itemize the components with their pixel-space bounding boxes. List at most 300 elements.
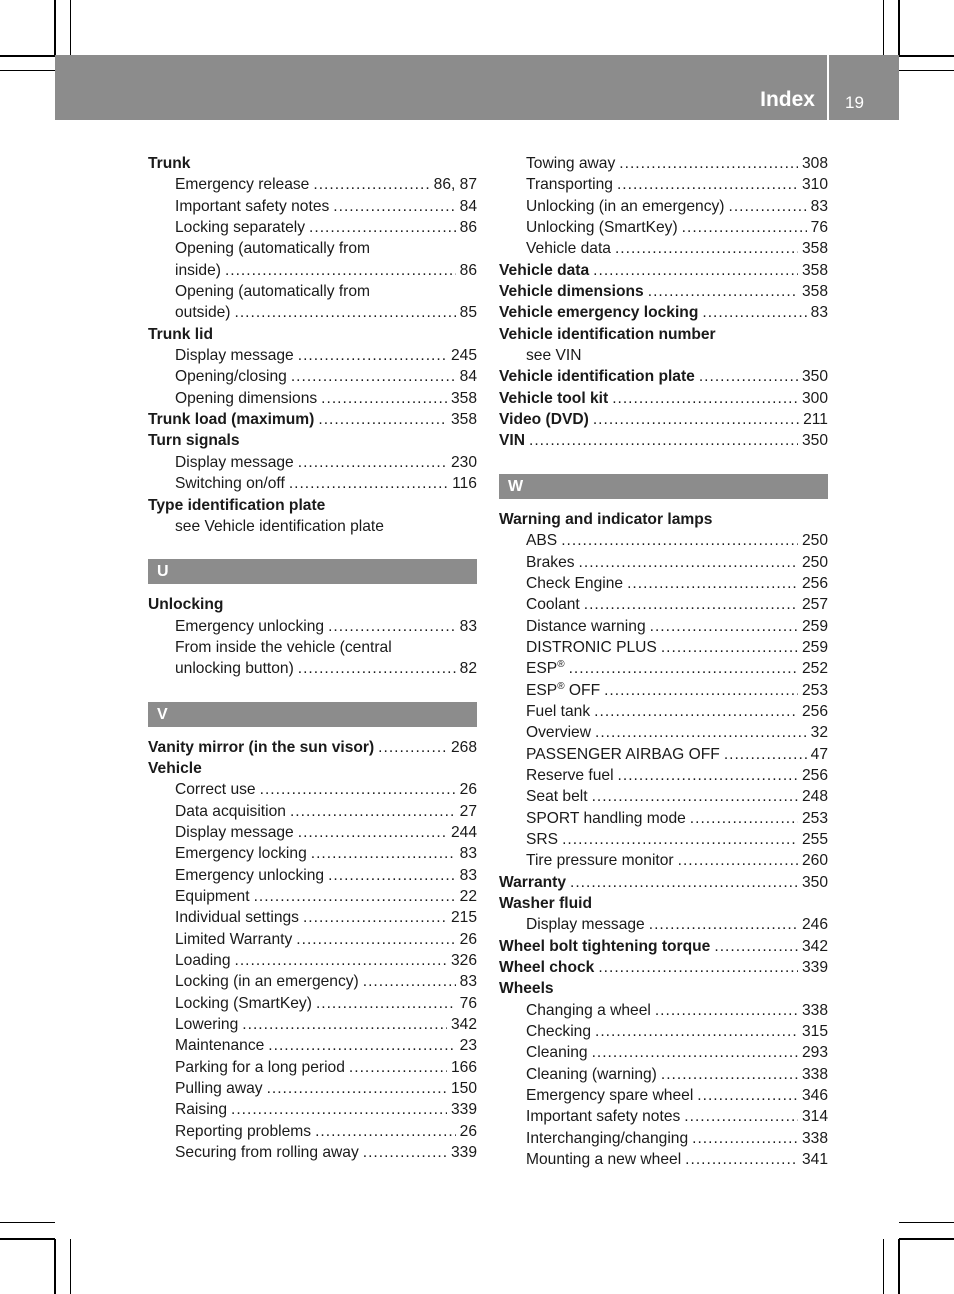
page-ref[interactable]: 255 bbox=[801, 830, 828, 848]
index-subentry[interactable] bbox=[499, 914, 828, 935]
index-subentry[interactable] bbox=[499, 573, 828, 594]
index-subentry[interactable] bbox=[499, 829, 828, 850]
page-ref[interactable]: 84 bbox=[459, 197, 477, 215]
dot-leader bbox=[562, 829, 798, 850]
dot-leader bbox=[316, 993, 456, 1014]
index-column-right bbox=[499, 153, 828, 1170]
index-entry[interactable] bbox=[499, 388, 828, 409]
crop-mark bbox=[70, 0, 71, 55]
page-ref[interactable]: 85 bbox=[459, 304, 477, 322]
index-entry[interactable] bbox=[499, 957, 828, 978]
index-subentry[interactable] bbox=[499, 850, 828, 871]
index-subentry[interactable] bbox=[499, 217, 828, 238]
dot-leader bbox=[318, 409, 447, 430]
page-ref[interactable]: 253 bbox=[801, 809, 828, 827]
dot-leader bbox=[584, 594, 798, 615]
section-header: V bbox=[148, 702, 477, 727]
page-ref[interactable]: 32 bbox=[810, 724, 828, 742]
index-subentry[interactable] bbox=[499, 658, 828, 679]
index-subentry bbox=[148, 238, 477, 259]
dot-leader bbox=[579, 552, 798, 573]
page-title: Index bbox=[760, 88, 815, 111]
entry-text: Trunk lid bbox=[148, 325, 213, 343]
page-ref[interactable]: 250 bbox=[801, 532, 828, 550]
entry-text: Parking for a long period bbox=[175, 1058, 345, 1076]
page-ref[interactable]: 83 bbox=[459, 866, 477, 884]
page-ref[interactable]: 84 bbox=[459, 368, 477, 386]
entry-text: Warranty bbox=[499, 873, 567, 891]
entry-text: Data acquisition bbox=[175, 802, 286, 820]
dot-leader bbox=[649, 914, 798, 935]
entry-text: Vehicle identification plate bbox=[499, 368, 695, 386]
index-subentry[interactable] bbox=[499, 637, 828, 658]
crop-mark bbox=[899, 70, 954, 71]
page-ref[interactable]: 27 bbox=[459, 802, 477, 820]
entry-text: Interchanging/changing bbox=[526, 1129, 689, 1147]
dot-leader bbox=[333, 196, 455, 217]
entry-text: Equipment bbox=[175, 887, 250, 905]
dot-leader bbox=[595, 722, 807, 743]
index-subentry[interactable] bbox=[148, 950, 477, 971]
dot-leader bbox=[378, 737, 447, 758]
page-ref[interactable]: 215 bbox=[450, 909, 477, 927]
index-entry[interactable] bbox=[499, 281, 828, 302]
dot-leader bbox=[661, 1064, 798, 1085]
index-subentry[interactable] bbox=[499, 238, 828, 259]
index-subentry[interactable] bbox=[148, 929, 477, 950]
entry-text: Locking (in an emergency) bbox=[175, 973, 359, 991]
index-subentry[interactable] bbox=[148, 452, 477, 473]
entry-text: Washer fluid bbox=[499, 895, 592, 912]
index-entry bbox=[148, 758, 477, 779]
crop-mark bbox=[0, 55, 55, 57]
page-ref[interactable]: 293 bbox=[801, 1044, 828, 1062]
entry-text: Maintenance bbox=[175, 1037, 265, 1055]
index-subentry[interactable] bbox=[499, 1149, 828, 1170]
index-entry[interactable] bbox=[499, 936, 828, 957]
page-ref[interactable]: 358 bbox=[801, 240, 828, 258]
index-subentry[interactable] bbox=[499, 701, 828, 722]
dot-leader bbox=[648, 281, 798, 302]
page-ref[interactable]: 230 bbox=[450, 453, 477, 471]
crop-mark bbox=[54, 0, 56, 55]
index-subentry[interactable] bbox=[499, 744, 828, 765]
dot-leader bbox=[260, 779, 456, 800]
dot-leader bbox=[728, 196, 806, 217]
entry-text: Trunk load (maximum) bbox=[148, 411, 315, 429]
index-subentry[interactable] bbox=[148, 1014, 477, 1035]
page-ref[interactable]: 341 bbox=[801, 1151, 828, 1169]
entry-text: Vehicle emergency locking bbox=[499, 304, 699, 322]
entry-text: Distance warning bbox=[526, 617, 646, 635]
page-ref[interactable]: 260 bbox=[801, 852, 828, 870]
index-subentry[interactable] bbox=[499, 1064, 828, 1085]
page-ref[interactable]: 308 bbox=[801, 155, 828, 172]
page-ref[interactable]: 150 bbox=[450, 1080, 477, 1098]
index-column-left bbox=[148, 153, 477, 1163]
dot-leader bbox=[268, 1035, 455, 1056]
index-entry bbox=[499, 324, 828, 345]
index-subentry[interactable] bbox=[499, 1128, 828, 1149]
page-ref[interactable]: 83 bbox=[459, 617, 477, 635]
index-subentry[interactable] bbox=[499, 1085, 828, 1106]
page-ref[interactable]: 339 bbox=[801, 959, 828, 977]
page-ref[interactable]: 259 bbox=[801, 617, 828, 635]
index-subentry[interactable] bbox=[499, 1042, 828, 1063]
entry-text: SPORT handling mode bbox=[526, 809, 686, 827]
page-ref[interactable]: 116 bbox=[452, 475, 477, 493]
page-ref[interactable]: 76 bbox=[459, 994, 477, 1012]
page-ref[interactable]: 86, 87 bbox=[433, 176, 477, 194]
page-ref[interactable]: 350 bbox=[801, 432, 828, 450]
page-ref[interactable]: 83 bbox=[459, 973, 477, 991]
entry-text: Tire pressure monitor bbox=[526, 852, 674, 870]
index-entry[interactable] bbox=[499, 302, 828, 323]
dot-leader bbox=[594, 701, 798, 722]
page-ref[interactable]: 23 bbox=[459, 1037, 477, 1055]
index-subentry[interactable] bbox=[499, 1000, 828, 1021]
entry-text: Warning and indicator lamps bbox=[499, 510, 713, 528]
index-subentry[interactable] bbox=[148, 345, 477, 366]
page-ref[interactable]: 257 bbox=[801, 596, 828, 614]
index-subentry[interactable] bbox=[499, 722, 828, 743]
entry-text: Pulling away bbox=[175, 1080, 263, 1098]
index-subentry[interactable] bbox=[499, 530, 828, 551]
dot-leader bbox=[267, 1078, 447, 1099]
entry-text: Trunk bbox=[148, 155, 191, 172]
entry-text: From inside the vehicle (central bbox=[175, 638, 392, 656]
page-ref[interactable]: 86 bbox=[459, 261, 477, 279]
crop-mark bbox=[898, 0, 900, 55]
entry-text: Important safety notes bbox=[175, 197, 330, 215]
page-ref[interactable]: 26 bbox=[459, 781, 477, 799]
entry-text: Opening (automatically from bbox=[175, 283, 371, 301]
dot-leader bbox=[321, 388, 447, 409]
entry-text: Loading bbox=[175, 952, 231, 969]
entry-text: Wheel chock bbox=[499, 959, 595, 977]
entry-text: Display message bbox=[526, 916, 645, 934]
index-subentry[interactable] bbox=[499, 153, 828, 174]
crop-mark bbox=[0, 1238, 55, 1240]
dot-leader bbox=[617, 174, 798, 195]
page-ref[interactable]: 338 bbox=[801, 1065, 828, 1083]
index-subentry[interactable] bbox=[148, 1057, 477, 1078]
entry-text: outside) bbox=[175, 304, 231, 322]
crop-mark bbox=[899, 55, 954, 57]
page-ref[interactable]: 83 bbox=[810, 304, 828, 322]
page-ref[interactable]: 358 bbox=[450, 411, 477, 429]
dot-leader bbox=[231, 1099, 447, 1120]
page-ref[interactable]: 358 bbox=[450, 389, 477, 407]
entry-text: Turn signals bbox=[148, 432, 240, 450]
dot-leader bbox=[690, 808, 798, 829]
entry-text: Fuel tank bbox=[526, 702, 591, 720]
entry-text: Vehicle data bbox=[526, 240, 611, 258]
entry-text: Limited Warranty bbox=[175, 930, 293, 948]
page-ref[interactable]: 211 bbox=[803, 411, 828, 429]
index-subentry[interactable] bbox=[148, 779, 477, 800]
dot-leader bbox=[242, 1014, 447, 1035]
page-ref[interactable]: 22 bbox=[459, 887, 477, 905]
entry-text: Opening/closing bbox=[175, 368, 287, 386]
dot-leader bbox=[363, 1142, 447, 1163]
page-ref[interactable]: 256 bbox=[801, 766, 828, 784]
page-ref[interactable]: 47 bbox=[810, 745, 828, 763]
index-subentry[interactable] bbox=[148, 865, 477, 886]
index-subentry[interactable] bbox=[148, 174, 477, 195]
page-ref[interactable]: 358 bbox=[801, 283, 828, 301]
page-ref[interactable]: 250 bbox=[801, 553, 828, 571]
entry-text: VIN bbox=[499, 432, 525, 450]
index-subentry[interactable] bbox=[499, 196, 828, 217]
entry-text: Reporting problems bbox=[175, 1122, 312, 1140]
entry-text: Overview bbox=[526, 724, 591, 742]
index-subentry[interactable] bbox=[499, 552, 828, 573]
index-subentry[interactable] bbox=[148, 1099, 477, 1120]
page-ref[interactable]: 76 bbox=[810, 219, 828, 237]
entry-text: Towing away bbox=[526, 155, 616, 172]
index-entry bbox=[499, 893, 828, 914]
page-ref[interactable]: 300 bbox=[801, 389, 828, 407]
page-ref[interactable]: 350 bbox=[801, 873, 828, 891]
page-ref[interactable]: 256 bbox=[801, 702, 828, 720]
index-subentry[interactable] bbox=[148, 822, 477, 843]
page-ref[interactable]: 358 bbox=[801, 261, 828, 279]
dot-leader bbox=[702, 302, 806, 323]
page-ref[interactable]: 166 bbox=[450, 1058, 477, 1076]
dot-leader bbox=[298, 452, 447, 473]
index-subentry[interactable] bbox=[148, 993, 477, 1014]
entry-text: Vehicle tool kit bbox=[499, 389, 609, 407]
dot-leader bbox=[235, 950, 447, 971]
dot-leader bbox=[309, 217, 456, 238]
index-subentry[interactable] bbox=[499, 616, 828, 637]
page-ref[interactable]: 259 bbox=[801, 638, 828, 656]
index-subentry[interactable] bbox=[499, 786, 828, 807]
page-ref[interactable]: 326 bbox=[450, 952, 477, 969]
index-subentry[interactable] bbox=[148, 1142, 477, 1163]
index-subentry[interactable] bbox=[148, 886, 477, 907]
entry-text: Locking separately bbox=[175, 219, 306, 237]
index-subentry[interactable] bbox=[148, 616, 477, 637]
index-entry bbox=[148, 324, 477, 345]
dot-leader bbox=[604, 680, 798, 701]
index-subentry[interactable] bbox=[499, 594, 828, 615]
index-subentry[interactable] bbox=[148, 196, 477, 217]
index-subentry[interactable] bbox=[148, 260, 477, 281]
entry-text: Securing from rolling away bbox=[175, 1144, 359, 1162]
page-ref[interactable]: 253 bbox=[801, 681, 828, 699]
page-ref[interactable]: 245 bbox=[450, 347, 477, 365]
dot-leader bbox=[349, 1057, 447, 1078]
dot-leader bbox=[298, 345, 447, 366]
crop-mark bbox=[0, 1222, 55, 1223]
entry-text: Emergency locking bbox=[175, 845, 307, 863]
dot-leader bbox=[225, 260, 456, 281]
page-ref[interactable]: 350 bbox=[801, 368, 828, 386]
dot-leader bbox=[289, 473, 448, 494]
entry-text: Wheels bbox=[499, 980, 554, 998]
index-subentry[interactable] bbox=[148, 302, 477, 323]
index-subentry[interactable] bbox=[499, 680, 828, 701]
crop-mark bbox=[883, 0, 884, 55]
page-ref[interactable]: 83 bbox=[810, 197, 828, 215]
entry-text: Individual settings bbox=[175, 909, 299, 927]
index-entry[interactable] bbox=[499, 260, 828, 281]
index-entry[interactable] bbox=[499, 366, 828, 387]
index-entry bbox=[148, 153, 477, 174]
dot-leader bbox=[570, 872, 798, 893]
index-subentry[interactable] bbox=[148, 217, 477, 238]
page-ref[interactable]: 339 bbox=[450, 1101, 477, 1119]
section-header: U bbox=[148, 559, 477, 584]
index-entry[interactable] bbox=[148, 409, 477, 430]
entry-text: Transporting bbox=[526, 176, 613, 194]
index-entry[interactable] bbox=[148, 737, 477, 758]
entry-text: Opening (automatically from bbox=[175, 240, 371, 258]
page-ref[interactable]: 248 bbox=[801, 788, 828, 806]
entry-text: Unlocking (SmartKey) bbox=[526, 219, 678, 237]
entry-text: DISTRONIC PLUS bbox=[526, 638, 657, 656]
index-subentry[interactable] bbox=[148, 843, 477, 864]
entry-text: Display message bbox=[175, 823, 294, 841]
entry-text: PASSENGER AIRBAG OFF bbox=[526, 745, 720, 763]
dot-leader bbox=[697, 1085, 798, 1106]
entry-text: Lowering bbox=[175, 1016, 239, 1034]
entry-text: Display message bbox=[175, 347, 294, 365]
entry-text: Coolant bbox=[526, 596, 580, 614]
index-entry[interactable] bbox=[499, 430, 828, 451]
entry-text: Cleaning bbox=[526, 1044, 588, 1062]
page-ref[interactable]: 244 bbox=[450, 823, 477, 841]
entry-text: Wheel bolt tightening torque bbox=[499, 937, 711, 955]
dot-leader bbox=[678, 850, 798, 871]
entry-text: see VIN bbox=[526, 347, 582, 365]
entry-text: Video (DVD) bbox=[499, 411, 589, 429]
entry-text: SRS bbox=[526, 830, 559, 848]
entry-text: Emergency spare wheel bbox=[526, 1087, 694, 1105]
dot-leader bbox=[661, 637, 798, 658]
crop-mark bbox=[899, 1238, 954, 1240]
dot-leader bbox=[682, 217, 807, 238]
dot-leader bbox=[303, 907, 447, 928]
page-ref[interactable]: 252 bbox=[801, 660, 828, 678]
dot-leader bbox=[298, 822, 447, 843]
index-subentry[interactable] bbox=[148, 907, 477, 928]
index-subentry bbox=[148, 637, 477, 658]
dot-leader bbox=[627, 573, 798, 594]
entry-text: Emergency unlocking bbox=[175, 617, 325, 635]
dot-leader bbox=[529, 430, 798, 451]
dot-leader bbox=[315, 1121, 456, 1142]
index-entry bbox=[148, 495, 477, 516]
page-ref[interactable]: 26 bbox=[459, 1122, 477, 1140]
entry-text: Emergency unlocking bbox=[175, 866, 325, 884]
crop-mark bbox=[899, 1222, 954, 1223]
dot-leader bbox=[593, 260, 798, 281]
page-ref[interactable]: 338 bbox=[801, 1001, 828, 1019]
dot-leader bbox=[254, 886, 456, 907]
crop-mark bbox=[898, 1239, 900, 1294]
index-subentry[interactable] bbox=[148, 1121, 477, 1142]
dot-leader bbox=[328, 865, 456, 886]
index-subentry[interactable] bbox=[499, 174, 828, 195]
dot-leader bbox=[592, 1042, 798, 1063]
dot-leader bbox=[684, 1106, 798, 1127]
entry-text: Raising bbox=[175, 1101, 228, 1119]
page-number: 19 bbox=[845, 93, 864, 112]
page-ref[interactable]: 26 bbox=[459, 930, 477, 948]
entry-text: Vehicle dimensions bbox=[499, 283, 644, 301]
entry-text: Brakes bbox=[526, 553, 575, 571]
index-entry[interactable] bbox=[499, 409, 828, 430]
dot-leader bbox=[699, 366, 798, 387]
page-ref[interactable]: 342 bbox=[801, 937, 828, 955]
index-entry[interactable] bbox=[499, 872, 828, 893]
index-subentry[interactable] bbox=[148, 801, 477, 822]
dot-leader bbox=[612, 388, 798, 409]
page-ref[interactable]: 256 bbox=[801, 574, 828, 592]
index-subentry[interactable] bbox=[148, 366, 477, 387]
index-subentry[interactable] bbox=[499, 765, 828, 786]
index-subentry bbox=[499, 345, 828, 366]
index-subentry[interactable] bbox=[148, 1078, 477, 1099]
page-ref[interactable]: 339 bbox=[450, 1144, 477, 1162]
dot-leader bbox=[311, 843, 456, 864]
dot-leader bbox=[598, 957, 798, 978]
index-subentry[interactable] bbox=[148, 388, 477, 409]
entry-text: Mounting a new wheel bbox=[526, 1151, 682, 1169]
section-header: W bbox=[499, 474, 828, 499]
entry-text: inside) bbox=[175, 261, 221, 279]
index-subentry[interactable] bbox=[148, 1035, 477, 1056]
header-divider bbox=[827, 55, 829, 120]
page-ref[interactable]: 83 bbox=[459, 845, 477, 863]
entry-text: unlocking button) bbox=[175, 660, 294, 678]
page-ref[interactable]: 246 bbox=[801, 916, 828, 934]
entry-text: Seat belt bbox=[526, 788, 588, 806]
dot-leader bbox=[595, 1021, 798, 1042]
page-ref[interactable]: 315 bbox=[801, 1023, 828, 1041]
dot-leader bbox=[363, 971, 456, 992]
index-subentry[interactable] bbox=[499, 1021, 828, 1042]
dot-leader bbox=[685, 1149, 798, 1170]
index-entry bbox=[499, 509, 828, 530]
crop-mark bbox=[70, 1239, 71, 1294]
entry-text: Opening dimensions bbox=[175, 389, 318, 407]
dot-leader bbox=[714, 936, 798, 957]
page-ref[interactable]: 268 bbox=[450, 738, 477, 756]
index-subentry[interactable] bbox=[148, 658, 477, 679]
page-ref[interactable]: 82 bbox=[459, 660, 477, 678]
index-entry bbox=[148, 430, 477, 451]
page-ref[interactable]: 338 bbox=[801, 1129, 828, 1147]
dot-leader bbox=[655, 1000, 798, 1021]
index-subentry[interactable] bbox=[148, 971, 477, 992]
entry-text: Changing a wheel bbox=[526, 1001, 651, 1019]
page-ref[interactable]: 346 bbox=[801, 1087, 828, 1105]
page-ref[interactable]: 314 bbox=[801, 1108, 828, 1126]
page-ref[interactable]: 86 bbox=[459, 219, 477, 237]
entry-text: Unlocking bbox=[148, 596, 224, 614]
index-subentry bbox=[148, 516, 477, 537]
index-subentry[interactable] bbox=[499, 808, 828, 829]
index-subentry[interactable] bbox=[499, 1106, 828, 1127]
index-subentry[interactable] bbox=[148, 473, 477, 494]
page-ref[interactable]: 342 bbox=[450, 1016, 477, 1034]
page-header bbox=[55, 55, 899, 120]
page-ref[interactable]: 310 bbox=[801, 176, 828, 194]
